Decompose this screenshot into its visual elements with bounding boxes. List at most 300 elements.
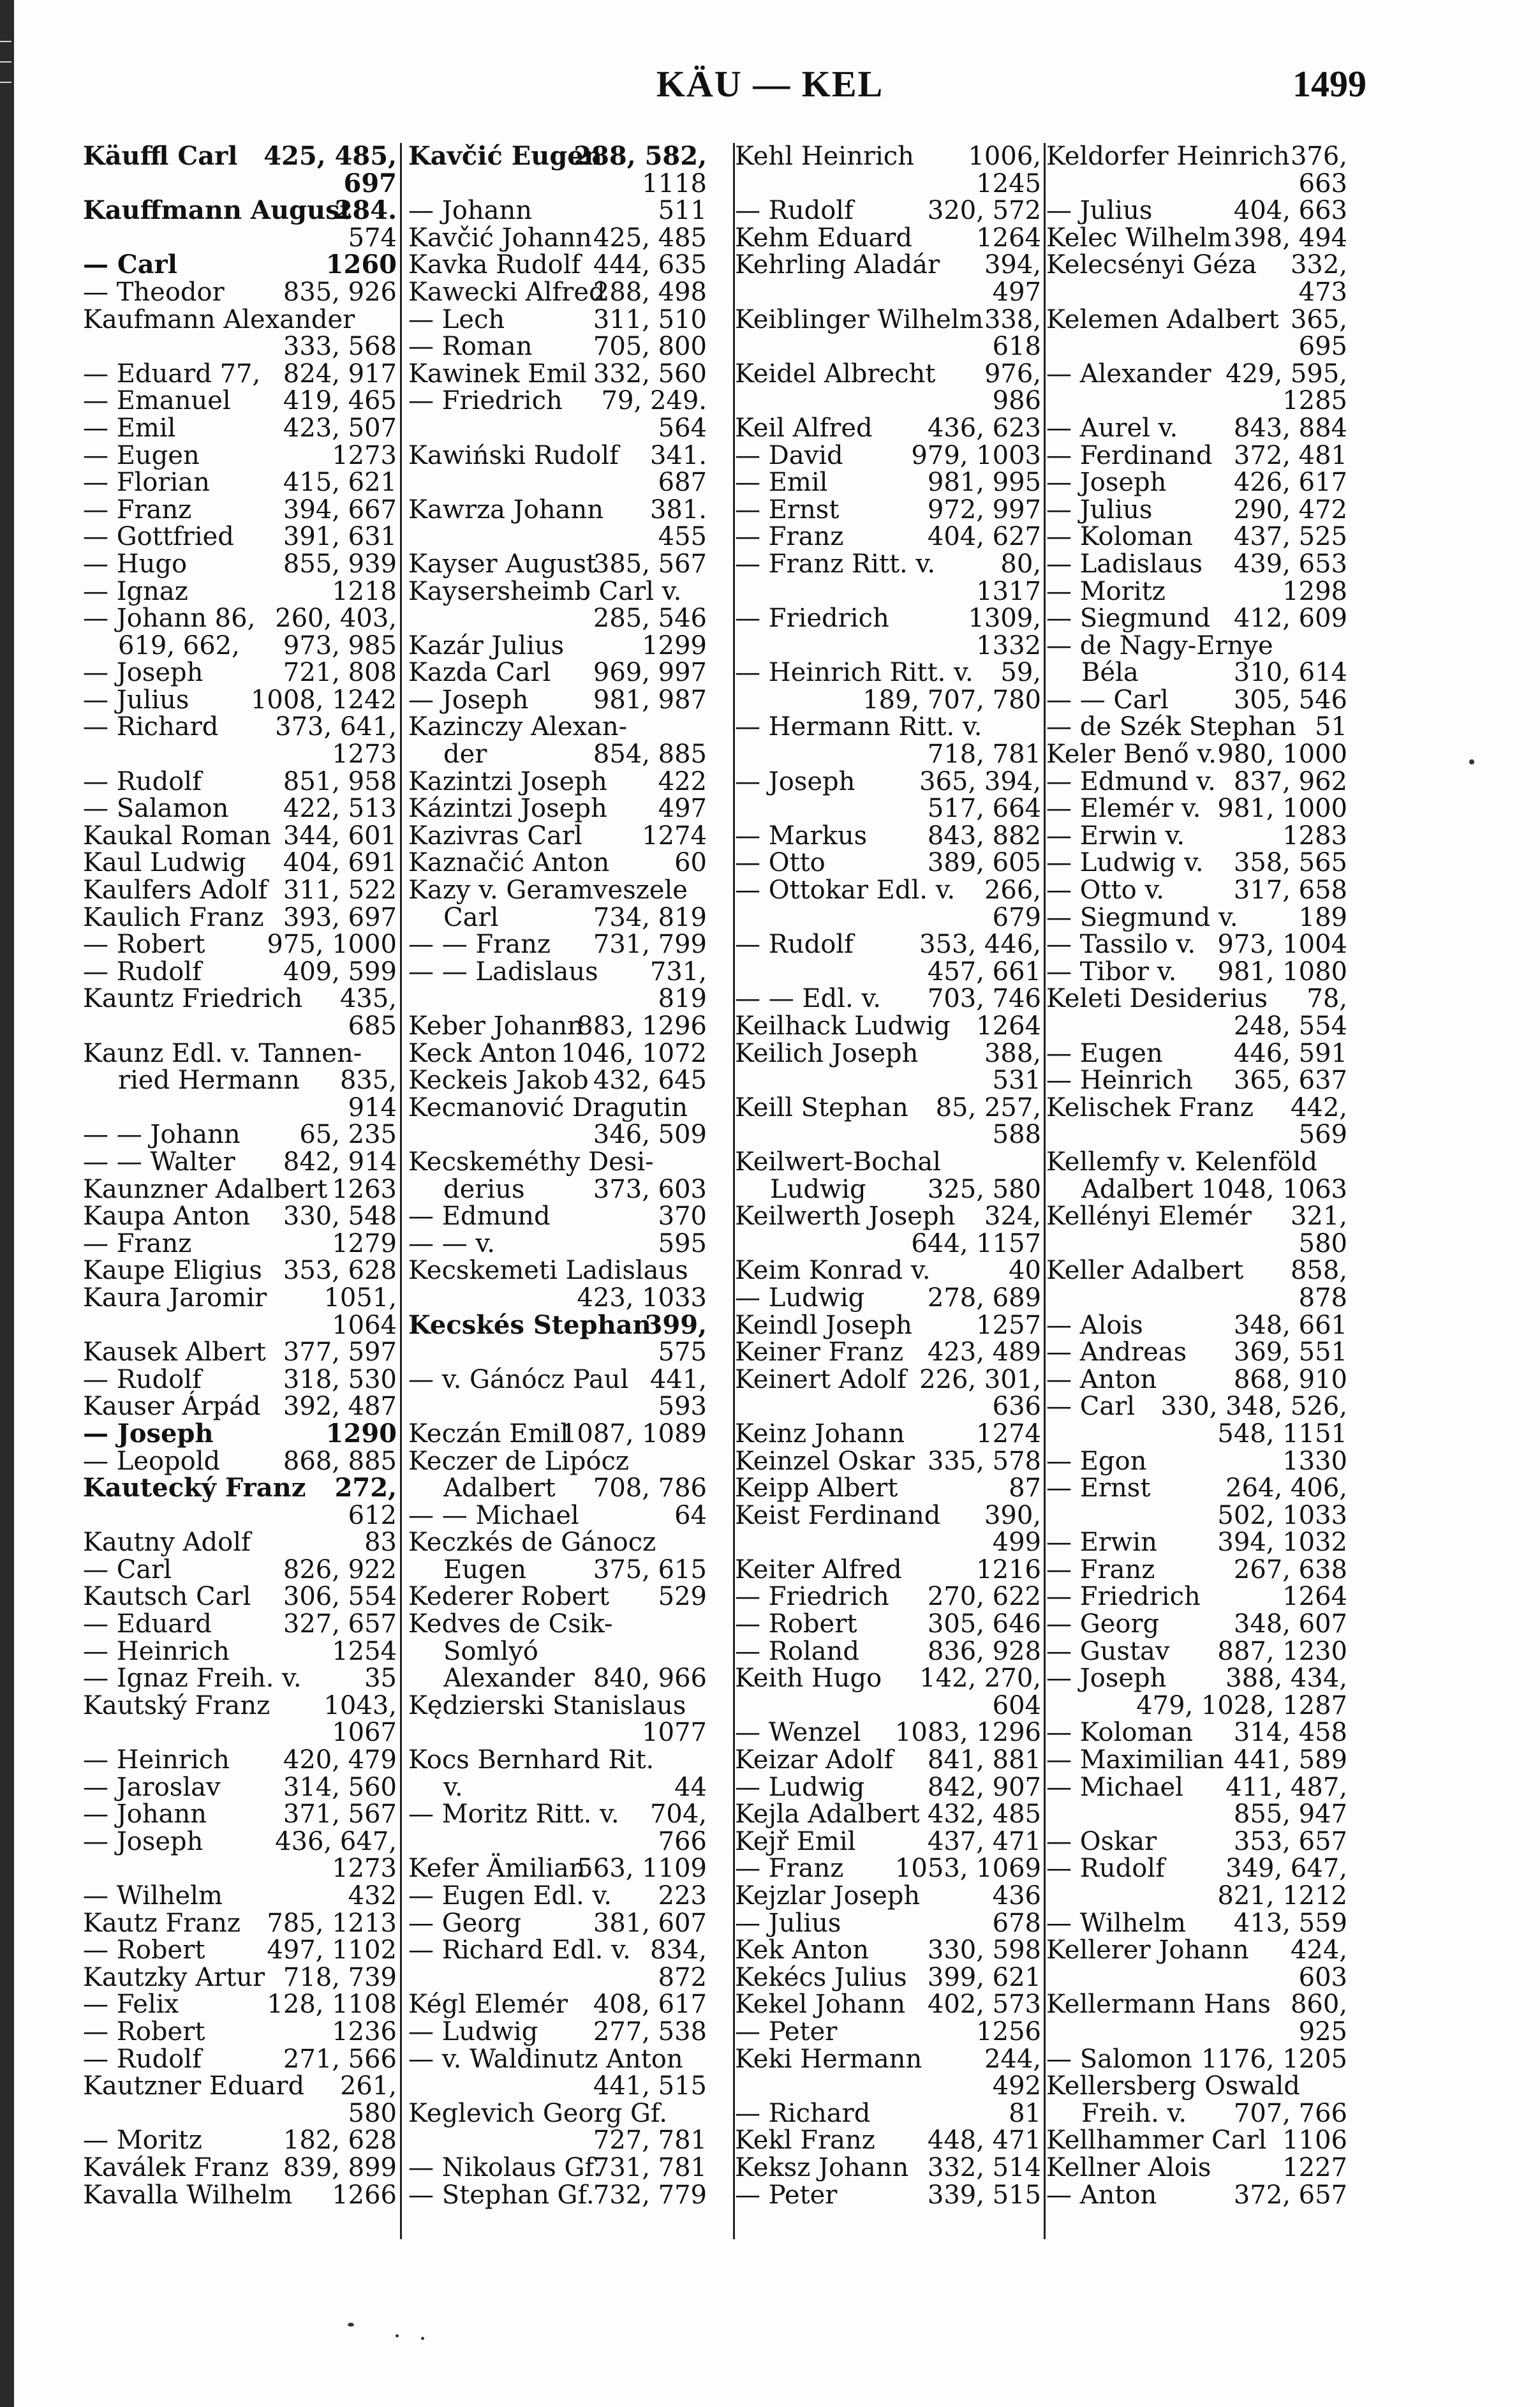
entry-refs: 80,: [1000, 549, 1041, 579]
entry-name: — Roman: [408, 332, 533, 362]
entry-name: Kazintzi Joseph: [408, 766, 607, 796]
entry-line: [408, 1013, 707, 1040]
entry-line: [83, 1312, 397, 1339]
entry-refs: 593: [658, 1392, 707, 1422]
entry-line: [408, 2127, 707, 2154]
entry-line: [1046, 1964, 1347, 1992]
entry-name: Alexander: [443, 1664, 575, 1694]
entry-line: [83, 687, 397, 714]
entry-refs: 59,: [1000, 658, 1041, 688]
entry-line: [83, 1502, 397, 1530]
entry-name: — Emil: [83, 413, 176, 443]
entry-name: Keiner Franz: [735, 1338, 904, 1367]
entry-name: Kocs Bernhard Rit.: [408, 1745, 655, 1775]
entry-name: Kautzky Artur: [83, 1962, 265, 1992]
entry-name: Ludwig: [770, 1174, 866, 1204]
entry-refs: 1332: [976, 630, 1041, 660]
entry-name: Keinert Adolf: [735, 1364, 907, 1394]
entry-refs: 973, 985: [283, 630, 397, 660]
entry-refs: 341.: [649, 440, 707, 470]
entry-refs: 835, 926: [283, 277, 397, 307]
entry-refs: 841, 881: [927, 1745, 1041, 1775]
entry-line: [1046, 1719, 1347, 1747]
entry-refs: 311, 522: [283, 876, 397, 905]
entry-refs: 574: [348, 223, 397, 253]
entry-name: Kavčić Johann: [408, 223, 592, 253]
entry-refs: 511: [658, 196, 707, 226]
entry-refs: 732, 779: [593, 2180, 707, 2210]
page-number: 1499: [1292, 63, 1366, 105]
entry-refs: 986: [992, 386, 1041, 416]
entry-refs: 1216: [976, 1554, 1041, 1584]
entry-name: — Georg: [1046, 1609, 1160, 1639]
entry-line: [83, 1991, 397, 2018]
entry-name: — Franz: [1046, 1554, 1155, 1584]
entry-name: — v. Waldinutz Anton: [408, 2044, 683, 2074]
entry-name: Béla: [1081, 658, 1139, 688]
entry-refs: 375, 615: [593, 1554, 707, 1584]
entry-refs: 1273: [332, 740, 397, 770]
entry-line: [735, 361, 1041, 388]
entry-refs: 353, 657: [1233, 1826, 1347, 1856]
entry-line: [83, 985, 397, 1013]
entry-line: [408, 306, 707, 334]
entry-line: [1046, 958, 1347, 986]
entry-refs: 731,: [649, 957, 707, 987]
entry-name: — Julius: [83, 685, 189, 715]
entry-name: Kawinek Emil: [408, 359, 587, 389]
entry-line: [735, 1230, 1041, 1258]
entry-line: [83, 1121, 397, 1149]
entry-name: — Heinrich: [1046, 1066, 1193, 1096]
entry-line: [83, 1203, 397, 1230]
entry-name: Kawiński Rudolf: [408, 440, 619, 470]
entry-name: Kautský Franz: [83, 1690, 270, 1720]
entry-name: — Franz: [83, 1228, 192, 1258]
entry-refs: 979, 1003: [911, 440, 1041, 470]
entry-refs: 408, 617: [593, 1990, 707, 2020]
entry-name: Keipp Albert: [735, 1473, 898, 1503]
entry-refs: 79, 249.: [601, 386, 707, 416]
entry-line: [735, 251, 1041, 279]
entry-refs: 975, 1000: [267, 930, 397, 960]
entry-refs: 290, 472: [1233, 495, 1347, 525]
entry-line: [83, 469, 397, 496]
entry-line: [83, 1665, 397, 1692]
ink-speck: [421, 2337, 424, 2340]
entry-name: — Moritz: [1046, 576, 1166, 606]
entry-refs: 388, 434,: [1225, 1664, 1347, 1694]
entry-line: [735, 1121, 1041, 1149]
entry-refs: 835,: [339, 1066, 397, 1096]
entry-refs: 399,: [644, 1309, 707, 1340]
entry-name: — Wilhelm: [1046, 1908, 1186, 1938]
entry-line: [735, 985, 1041, 1013]
entry-refs: 837, 962: [1233, 766, 1347, 796]
entry-line: [1046, 605, 1347, 632]
entry-line: [1046, 1067, 1347, 1094]
entry-refs: 1264: [976, 223, 1041, 253]
entry-name: — Rudolf: [735, 196, 854, 226]
entry-name: — Eduard: [83, 1609, 212, 1639]
entry-line: [83, 415, 397, 442]
entry-refs: 320, 572: [927, 196, 1041, 226]
entry-refs: 529: [658, 1582, 707, 1612]
entry-refs: 423, 489: [927, 1338, 1041, 1367]
entry-line: [1046, 1475, 1347, 1502]
entry-refs: 353, 628: [283, 1256, 397, 1286]
entry-line: [408, 1448, 707, 1475]
entry-line: [1046, 1855, 1347, 1882]
entry-line: [1046, 741, 1347, 768]
entry-name: — Michael: [1046, 1772, 1183, 1802]
entry-line: [83, 361, 397, 388]
entry-line: [1046, 1393, 1347, 1420]
entry-line: [83, 2073, 397, 2100]
entry-name: — Ferdinand: [1046, 440, 1213, 470]
entry-name: Kautzner Eduard: [83, 2071, 305, 2101]
entry-line: [408, 713, 707, 741]
entry-refs: 288, 582,: [574, 141, 707, 171]
entry-name: — Oskar: [1046, 1826, 1157, 1856]
entry-refs: 981, 1000: [1217, 794, 1347, 824]
entry-line: [1046, 442, 1347, 470]
entry-name: Keczkés de Gánocz: [408, 1528, 656, 1558]
entry-refs: 64: [674, 1500, 707, 1530]
entry-refs: 335, 578: [927, 1446, 1041, 1476]
entry-name: — Johann: [83, 1800, 207, 1829]
entry-line: [83, 2182, 397, 2209]
entry-line: [83, 713, 397, 741]
entry-line: [83, 306, 397, 334]
entry-line: [83, 768, 397, 796]
entry-line: [83, 442, 397, 470]
entry-name: Kellner Alois: [1046, 2152, 1211, 2182]
entry-line: [735, 1475, 1041, 1502]
entry-refs: 502, 1033: [1217, 1500, 1347, 1530]
entry-refs: 415, 621: [283, 468, 397, 498]
entry-name: Kazár Julius: [408, 630, 565, 660]
entry-refs: 439, 653: [1233, 549, 1347, 579]
entry-refs: 1309,: [968, 604, 1041, 634]
entry-refs: 1227: [1282, 2152, 1347, 2182]
entry-refs: 432, 645: [593, 1066, 707, 1096]
entry-line: [735, 2018, 1041, 2046]
entry-name: — — Johann: [83, 1120, 241, 1150]
entry-refs: 261,: [339, 2071, 397, 2101]
entry-line: [408, 931, 707, 958]
entry-line: [1046, 1937, 1347, 1964]
entry-name: 619, 662,: [118, 630, 240, 660]
entry-name: — Joseph: [735, 766, 855, 796]
entry-refs: 437, 471: [927, 1826, 1041, 1856]
entry-name: Keldorfer Heinrich: [1046, 142, 1290, 171]
entry-refs: 842, 907: [927, 1772, 1041, 1802]
entry-name: — Hermann Ritt. v.: [735, 712, 982, 742]
entry-name: — Tibor v.: [1046, 957, 1177, 987]
entry-name: Kégl Elemér: [408, 1990, 568, 2020]
entry-name: — Rudolf: [1046, 1854, 1165, 1884]
entry-name: — Eugen Edl. v.: [408, 1881, 612, 1911]
entry-refs: 826, 922: [283, 1554, 397, 1584]
entry-refs: 333, 568: [283, 332, 397, 362]
entry-name: — — Walter: [83, 1147, 235, 1177]
entry-name: — Ottokar Edl. v.: [735, 876, 956, 905]
entry-name: — Carl: [83, 250, 177, 280]
entry-line: [83, 1611, 397, 1638]
entry-name: — Franz: [83, 495, 192, 525]
entry-refs: 457, 661: [927, 957, 1041, 987]
entry-name: Keckeis Jakob: [408, 1066, 589, 1096]
scan-edge: [0, 0, 14, 2407]
entry-line: [408, 1176, 707, 1204]
entry-name: Kaura Jaromir: [83, 1283, 267, 1313]
entry-refs: 618: [992, 332, 1041, 362]
entry-line: [1046, 2127, 1347, 2154]
entry-name: — Ludwig: [735, 1772, 865, 1802]
entry-refs: 969, 997: [593, 658, 707, 688]
entry-line: [408, 1420, 707, 1448]
entry-line: [1046, 523, 1347, 551]
entry-line: [735, 1448, 1041, 1475]
entry-name: Kecskeméthy Desi-: [408, 1147, 654, 1177]
entry-line: [83, 1747, 397, 1774]
entry-name: — Florian: [83, 468, 210, 498]
entry-refs: 348, 661: [1233, 1310, 1347, 1340]
entry-name: Keck Anton: [408, 1038, 557, 1068]
entry-name: — v. Gánócz Paul: [408, 1364, 629, 1394]
entry-name: Kautecký Franz: [83, 1473, 306, 1503]
entry-refs: 311, 510: [593, 304, 707, 334]
entry-refs: 705, 800: [593, 332, 707, 362]
entry-name: Kellemfy v. Kelenföld: [1046, 1147, 1318, 1177]
entry-refs: 703, 746: [927, 984, 1041, 1014]
entry-refs: 422, 513: [283, 794, 397, 824]
entry-refs: 404, 663: [1233, 196, 1347, 226]
entry-line: [1046, 415, 1347, 442]
entry-refs: 332, 514: [927, 2152, 1041, 2182]
entry-name: Kaunz Edl. v. Tannen-: [83, 1038, 362, 1068]
entry-line: [735, 1040, 1041, 1068]
entry-name: — Koloman: [1046, 522, 1194, 552]
entry-name: — Lech: [408, 304, 505, 334]
entry-name: Keilwerth Joseph: [735, 1202, 956, 1232]
entry-name: Kazivras Carl: [408, 821, 582, 851]
entry-refs: 1274: [642, 821, 707, 851]
entry-refs: 663: [1298, 168, 1347, 198]
entry-line: [735, 1013, 1041, 1040]
entry-line: [83, 1067, 397, 1094]
entry-line: [83, 1719, 397, 1747]
entry-line: [1046, 1312, 1347, 1339]
entry-name: Kawrza Johann: [408, 495, 603, 525]
entry-name: — Rudolf: [83, 1364, 202, 1394]
entry-name: — Koloman: [1046, 1718, 1194, 1748]
entry-name: Käuffl Carl: [83, 141, 238, 171]
entry-line: [408, 1910, 707, 1937]
entry-refs: 972, 997: [927, 495, 1041, 525]
entry-refs: 344, 601: [283, 821, 397, 851]
entry-refs: 330, 348, 526,: [1160, 1392, 1347, 1422]
entry-line: [1046, 1040, 1347, 1068]
entry-refs: 1087, 1089: [560, 1419, 707, 1449]
entry-line: [1046, 1747, 1347, 1774]
entry-refs: 1290: [325, 1418, 397, 1449]
entry-line: [83, 1964, 397, 1992]
entry-line: [408, 2018, 707, 2046]
entry-line: [735, 1529, 1041, 1556]
entry-refs: 348, 607: [1233, 1609, 1347, 1639]
entry-line: [1046, 1366, 1347, 1394]
entry-line: [408, 551, 707, 578]
entry-line: [1046, 361, 1347, 388]
entry-refs: 883, 1296: [577, 1011, 707, 1041]
entry-line: [1046, 904, 1347, 932]
entry-line: [83, 2046, 397, 2073]
entry-refs: 423, 507: [283, 413, 397, 443]
entry-line: [1046, 578, 1347, 606]
entry-line: [408, 1964, 707, 1992]
entry-refs: 840, 966: [593, 1664, 707, 1694]
entry-refs: 868, 885: [283, 1446, 397, 1476]
entry-name: — — Franz: [408, 930, 551, 960]
entry-line: [408, 279, 707, 306]
entry-line: [1046, 2100, 1347, 2128]
entry-name: Keleti Desiderius: [1046, 984, 1268, 1014]
entry-refs: 317, 658: [1233, 876, 1347, 905]
entry-line: [735, 1692, 1041, 1720]
entry-line: [735, 877, 1041, 904]
entry-line: [735, 1176, 1041, 1204]
entry-name: — Joseph: [83, 1826, 204, 1856]
entry-name: ried Hermann: [118, 1066, 300, 1096]
entry-refs: 785, 1213: [267, 1908, 397, 1938]
entry-refs: 1218: [332, 576, 397, 606]
entry-refs: 707, 766: [1233, 2098, 1347, 2128]
entry-line: [1046, 2046, 1347, 2073]
entry-line: [408, 2073, 707, 2100]
entry-refs: 854, 885: [593, 740, 707, 770]
entry-line: [83, 578, 397, 606]
entry-refs: 588: [992, 1120, 1041, 1150]
entry-line: [408, 1556, 707, 1584]
entry-refs: 381, 607: [593, 1908, 707, 1938]
entry-name: — Aurel v.: [1046, 413, 1178, 443]
column-4: [1046, 143, 1347, 2209]
entry-refs: 843, 884: [1233, 413, 1347, 443]
entry-refs: 83: [364, 1528, 397, 1558]
entry-line: [735, 469, 1041, 496]
entry-line: [735, 795, 1041, 823]
entry-name: — Anton: [1046, 2180, 1157, 2210]
entry-name: — Andreas: [1046, 1338, 1187, 1367]
entry-refs: 1299: [642, 630, 707, 660]
entry-line: [408, 2182, 707, 2209]
entry-refs: 391, 631: [283, 522, 397, 552]
entry-refs: 1298: [1282, 576, 1347, 606]
entry-refs: 365,: [1290, 304, 1347, 334]
entry-name: — Emil: [735, 468, 828, 498]
entry-name: Keki Hermann: [735, 2044, 922, 2074]
entry-line: [83, 1529, 397, 1556]
entry-refs: 394, 667: [283, 495, 397, 525]
entry-name: Kelemen Adalbert: [1046, 304, 1279, 334]
entry-line: [1046, 143, 1347, 170]
entry-refs: 346, 509: [593, 1120, 707, 1150]
entry-line: [83, 1882, 397, 1910]
entry-name: Kelischek Franz: [1046, 1092, 1254, 1122]
entry-line: [735, 2154, 1041, 2182]
entry-line: [408, 170, 707, 198]
entry-line: [408, 469, 707, 496]
entry-refs: 442,: [1290, 1092, 1347, 1122]
entry-line: [408, 496, 707, 524]
entry-refs: 78,: [1307, 984, 1347, 1014]
entry-name: Kauntz Friedrich: [83, 984, 303, 1014]
entry-refs: 441,: [649, 1364, 707, 1394]
entry-refs: 1273: [332, 440, 397, 470]
entry-name: v.: [443, 1772, 463, 1802]
entry-line: [83, 251, 397, 279]
entry-refs: 44: [674, 1772, 707, 1802]
entry-refs: 432, 485: [927, 1800, 1041, 1829]
entry-refs: 422: [658, 766, 707, 796]
entry-line: [83, 279, 397, 306]
entry-name: Kederer Robert: [408, 1582, 610, 1612]
entry-name: Keilhack Ludwig: [735, 1011, 951, 1041]
entry-line: [735, 387, 1041, 415]
entry-line: [408, 1067, 707, 1094]
entry-line: [408, 1611, 707, 1638]
entry-line: [83, 2127, 397, 2154]
entry-line: [83, 551, 397, 578]
entry-name: Keim Konrad v.: [735, 1256, 931, 1286]
entry-refs: 425, 485,: [263, 141, 397, 171]
entry-name: — de Szék Stephan: [1046, 712, 1296, 742]
entry-refs: 305, 546: [1233, 685, 1347, 715]
entry-refs: 372, 657: [1233, 2180, 1347, 2210]
entry-line: [83, 795, 397, 823]
entry-line: [735, 1067, 1041, 1094]
entry-line: [1046, 687, 1347, 714]
entry-name: Keller Adalbert: [1046, 1256, 1244, 1286]
entry-name: — Rudolf: [83, 766, 202, 796]
entry-refs: 223: [658, 1881, 707, 1911]
entry-line: [408, 1747, 707, 1774]
entry-refs: 914: [348, 1092, 397, 1122]
entry-line: [1046, 496, 1347, 524]
entry-name: — Elemér v.: [1046, 794, 1201, 824]
entry-line: [408, 849, 707, 877]
entry-line: [735, 1719, 1041, 1747]
entry-line: [83, 1420, 397, 1448]
entry-refs: 226, 301,: [919, 1364, 1041, 1394]
entry-name: — Anton: [1046, 1364, 1157, 1394]
entry-line: [83, 849, 397, 877]
entry-name: — Heinrich: [83, 1745, 230, 1775]
entry-line: [408, 768, 707, 796]
entry-name: — Carl: [1046, 1392, 1136, 1422]
entry-name: — Rudolf: [735, 930, 854, 960]
entry-refs: 394, 1032: [1217, 1528, 1347, 1558]
entry-line: [83, 1339, 397, 1366]
entry-name: — Richard: [735, 2098, 871, 2128]
running-head: KÄU — KEL: [656, 63, 884, 105]
entry-name: Kaupe Eligius: [83, 1256, 262, 1286]
entry-name: Keiter Alfred: [735, 1554, 902, 1584]
entry-line: [1046, 1556, 1347, 1584]
entry-line: [735, 1801, 1041, 1828]
